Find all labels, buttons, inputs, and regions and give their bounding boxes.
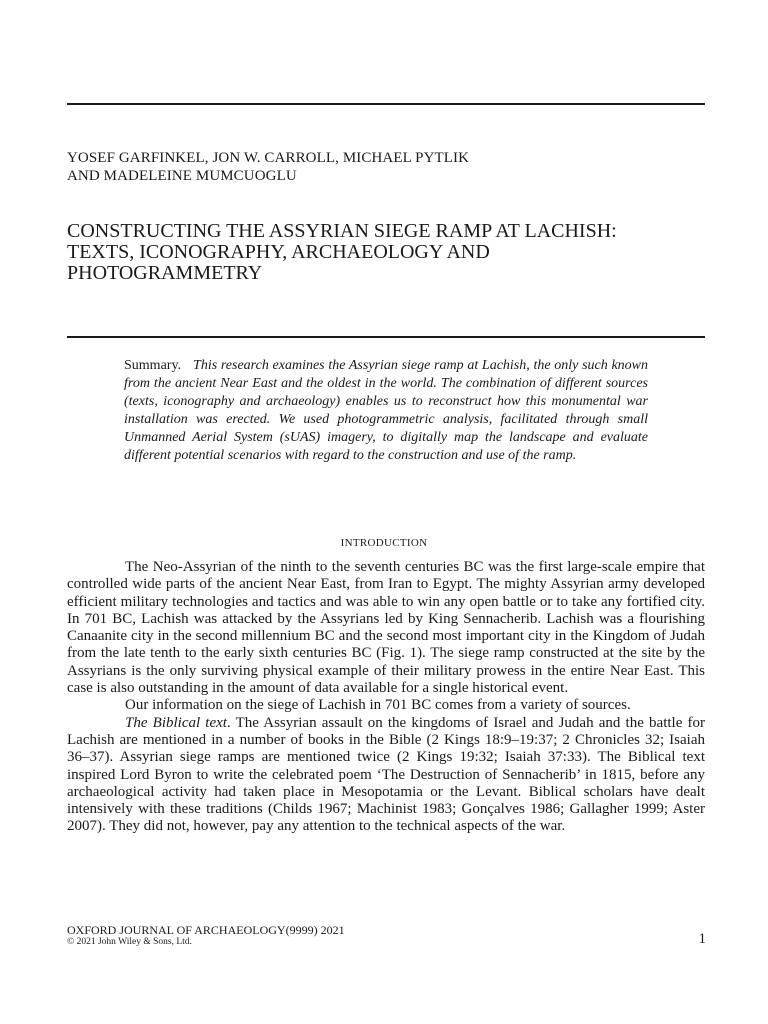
author-line-2: AND MADELEINE MUMCUOGLU [67,168,297,184]
article-title [67,221,712,284]
abstract-label: Summary. [124,358,182,373]
paragraph-3-lead: The Biblical text [125,714,227,731]
journal-citation: OXFORD JOURNAL OF ARCHAEOLOGY(9999) 2021 [67,923,345,937]
paragraph-2: Our information on the siege of Lachish in 701 BC comes from a variety of sources. [125,697,631,714]
title-rule [67,336,705,338]
author-line-1: YOSEF GARFINKEL, JON W. CARROLL, MICHAEL PYTLIK [67,150,470,166]
title-line-1: CONSTRUCTING THE ASSYRIAN SIEGE RAMP AT LACHISH: [67,220,617,242]
paragraph-1: The Neo-Assyrian of the ninth to the seventh centuries BC was the first large-scale empire that controlled wide parts of the ancient Near East, from Iran to Egypt. The mighty Assyrian army developed efficient military technologies and tactics and was able to win any open battle or to take any fortified city. In 701 BC, Lachish was attacked by the Assyrians led by King Sennacherib. Lachish was a flourishing Canaanite city in the second millennium BC and the second most important city in the Kingdom of Judah from the late tenth to the early sixth centuries BC (Fig. 1). The siege ramp constructed at the site by the Assyrians is the only surviving physical example of their military prowess in the entire Near East. This case is also outstanding in the amount of data available for a single historical event. [67,559,705,697]
title-line-3: PHOTOGRAMMETRY [67,262,263,284]
section-heading: INTRODUCTION [340,537,428,549]
page-number: 1 [698,931,706,947]
top-rule [67,103,705,105]
copyright-notice: © 2021 John Wiley & Sons, Ltd. [67,937,192,947]
paragraph-3 [67,715,705,836]
abstract-text: This research examines the Assyrian siege ramp at Lachish, the only such known from the ancient Near East and the oldest in the world. The combination of different sources (texts, iconography and archaeology) enables us to reconstruct how this monumental war installation was erected. We used photogrammetric analysis, facilitated through small Unmanned Aerial System (sUAS) imagery, to digitally map the landscape and evaluate different potential scenarios with regard to the construction and use of the ramp. [124,358,648,463]
paragraph-3-text: . The Assyrian assault on the kingdoms of Israel and Judah and the battle for Lachish are mentioned in a number of books in the Bible (2 Kings 18:9–19:37; 2 Chronicles 32; Isaiah 36–37). Assyrian siege ramps are mentioned twice (2 Kings 19:32; Isaiah 37:33). The Biblical text inspired Lord Byron to write the celebrated poem ‘The Destruction of Sennacherib’ in 1815, before any archaeological activity had taken place in Mesopotamia or the Levant. Biblical scholars have dealt intensively with these traditions (Childs 1967; Machinist 1983; Gonçalves 1986; Gallagher 1999; Aster 2007). They did not, however, pay any attention to the technical aspects of the war. [67,714,705,835]
title-line-2: TEXTS, ICONOGRAPHY, ARCHAEOLOGY AND [67,241,490,263]
body-text [67,559,705,836]
abstract [124,357,648,465]
author-list [67,149,707,185]
